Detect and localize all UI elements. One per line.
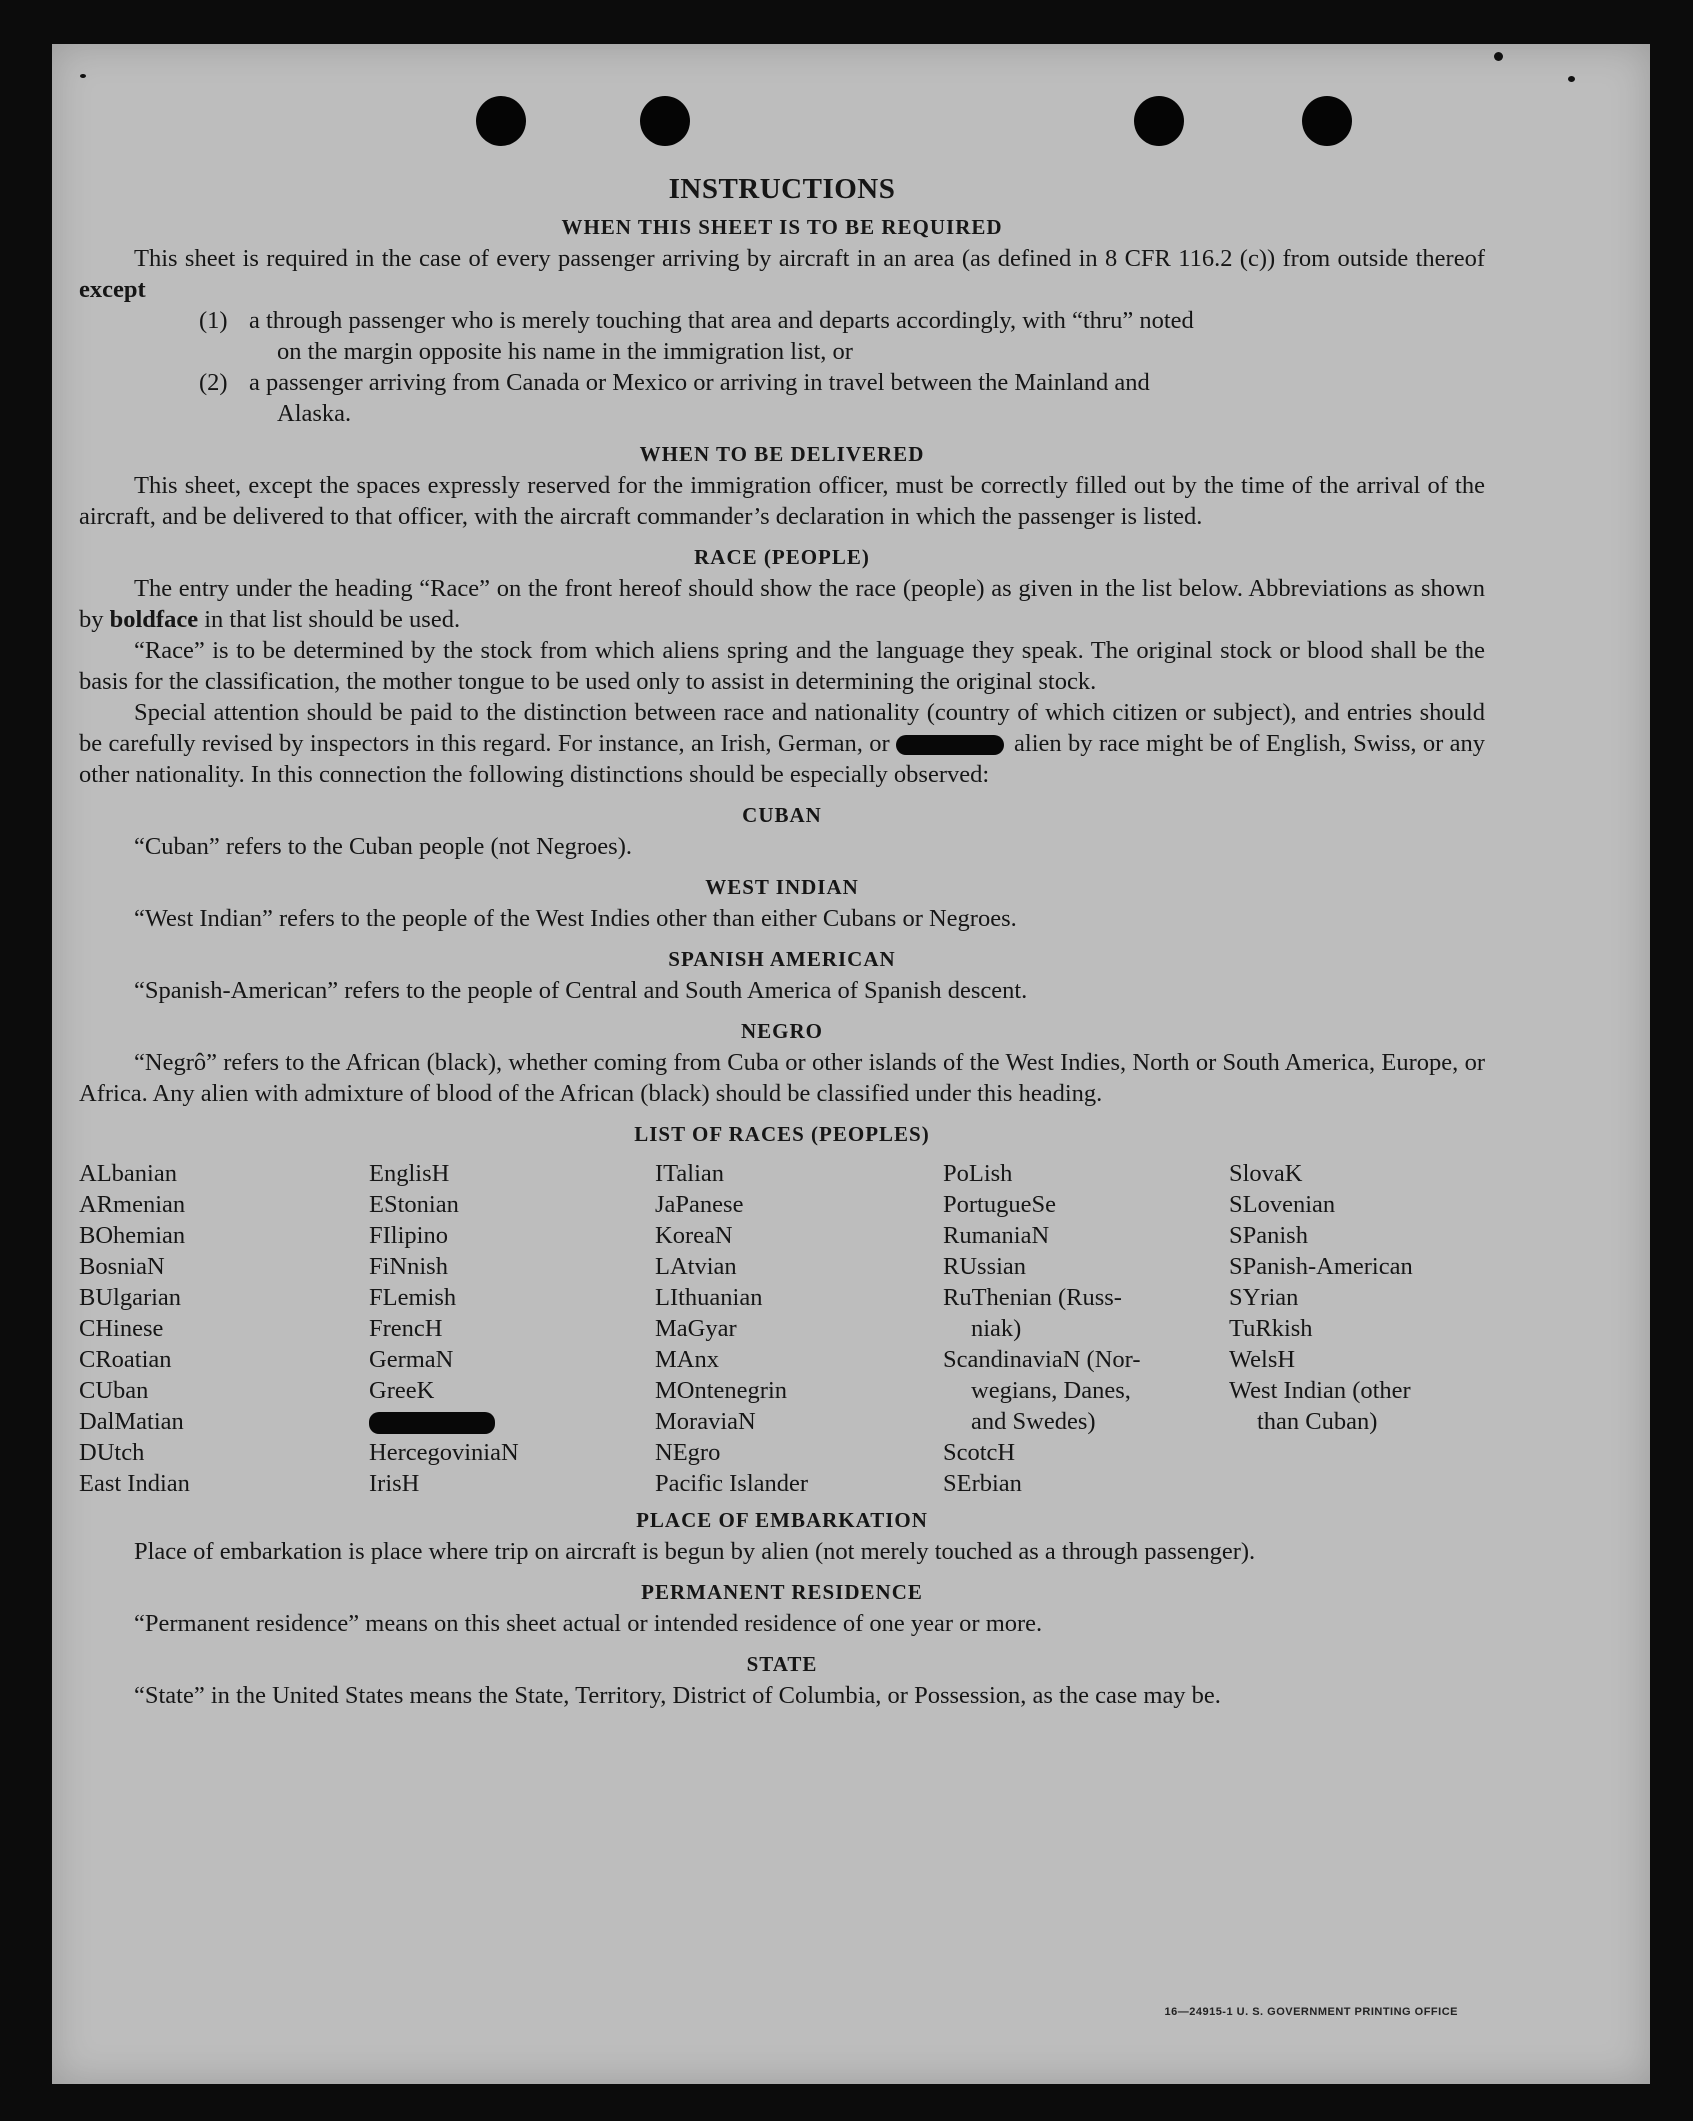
race-entry: SPanish	[1229, 1222, 1308, 1249]
section-heading-west-indian: WEST INDIAN	[705, 875, 859, 899]
race-entry: ARmenian	[79, 1191, 186, 1218]
section-heading-spanish-american: SPANISH AMERICAN	[668, 947, 896, 971]
race-entry: ALbanian	[79, 1160, 177, 1187]
race-entry: LAtvian	[655, 1253, 737, 1280]
race-entry: DUtch	[79, 1439, 145, 1466]
race-entry: HercegoviniaN	[369, 1439, 519, 1466]
document-sheet	[52, 44, 1650, 2084]
race-entry: FiNnish	[369, 1253, 448, 1280]
page-title: INSTRUCTIONS	[668, 173, 896, 205]
item-number: (1)	[199, 307, 228, 334]
race-entry-continued: niak)	[971, 1315, 1022, 1342]
punch-hole	[1134, 96, 1184, 146]
race-entry: ScandinaviaN (Nor-	[943, 1346, 1141, 1373]
race-entry: BosniaN	[79, 1253, 165, 1280]
race-entry-continued: and Swedes)	[971, 1408, 1096, 1435]
race-entry: FIlipino	[369, 1222, 448, 1249]
race-entry: Pacific Islander	[655, 1470, 809, 1497]
exception-item-2: (2) a passenger arriving from Canada or Mexico or arriving in travel between the Mainland and Alaska.	[199, 369, 1150, 427]
scan-speck	[1568, 76, 1575, 82]
race-entry: WelsH	[1229, 1346, 1296, 1373]
race-paragraph-3: Special attention should be paid to the distinction between race and nationality (country of which citizen or subject), and entries should be carefully revised by inspectors in this regard. For instance, an Irish, German, or alien by race might be of English, Swiss, or any other nationality. In this connection the following distinctions should be especially observed:	[79, 699, 1486, 788]
race-paragraph-1: The entry under the heading “Race” on the front hereof should show the race (people) as given in the list below. Abbreviations as shown by boldface in that list should be used.	[79, 575, 1485, 633]
race-column-3	[655, 1158, 943, 1499]
race-entry: East Indian	[79, 1470, 190, 1497]
race-column-5	[1229, 1158, 1485, 1499]
scan-speck	[80, 74, 86, 78]
required-intro: This sheet is required in the case of every passenger arriving by aircraft in an area (as defined in 8 CFR 116.2 (c)) from outside thereof except	[79, 245, 1485, 303]
section-heading-cuban: CUBAN	[742, 803, 822, 827]
race-entry: CRoatian	[79, 1346, 172, 1373]
race-entry: LIthuanian	[655, 1284, 763, 1311]
race-entry: SlovaK	[1229, 1160, 1303, 1187]
race-entry: RUssian	[943, 1253, 1027, 1280]
race-entry: West Indian (other	[1229, 1377, 1411, 1404]
race-entry: MoraviaN	[655, 1408, 756, 1435]
race-entry-continued: than Cuban)	[1257, 1408, 1378, 1435]
race-entry: SErbian	[943, 1470, 1022, 1497]
race-entry: CUban	[79, 1377, 149, 1404]
race-entry: ScotcH	[943, 1439, 1016, 1466]
redaction-mark	[369, 1412, 495, 1434]
section-heading-state: STATE	[746, 1652, 818, 1676]
negro-text: “Negrô” refers to the African (black), whether coming from Cuba or other islands of the West Indies, North or South America, Europe, or Africa. Any alien with admixture of blood of the African (black) should be classified under this heading.	[79, 1049, 1485, 1107]
race-entry: DalMatian	[79, 1408, 184, 1435]
delivered-text: This sheet, except the spaces expressly reserved for the immigration officer, must be correctly filled out by the time of the arrival of the aircraft, and be delivered to that officer, with the aircraft commander’s declaration in which the passenger is listed.	[79, 472, 1485, 530]
west-indian-text: “West Indian” refers to the people of the West Indies other than either Cubans or Negroes.	[134, 905, 1017, 932]
redaction-mark	[896, 735, 1004, 755]
race-entry: NEgro	[655, 1439, 721, 1466]
race-paragraph-2: “Race” is to be determined by the stock from which aliens spring and the language they speak. The original stock or blood shall be the basis for the classification, the mother tongue to be used only to assist in determining the original stock.	[79, 637, 1485, 695]
embarkation-text: Place of embarkation is place where trip on aircraft is begun by alien (not merely touched as a through passenger).	[134, 1538, 1256, 1565]
printing-office-imprint: 16—24915-1 U. S. GOVERNMENT PRINTING OFFICE	[1164, 2006, 1458, 2018]
race-entry: GreeK	[369, 1377, 435, 1404]
race-entry-continued: wegians, Danes,	[971, 1377, 1131, 1404]
section-heading-required: WHEN THIS SHEET IS TO BE REQUIRED	[561, 215, 1003, 239]
race-entry: PoLish	[943, 1160, 1013, 1187]
race-entry: FrencH	[369, 1315, 443, 1342]
punch-hole	[1302, 96, 1352, 146]
race-column-2	[369, 1158, 655, 1499]
race-column-4	[943, 1158, 1229, 1499]
except-bold: except	[79, 276, 146, 303]
punch-hole	[640, 96, 690, 146]
race-entry: FLemish	[369, 1284, 457, 1311]
race-entry: BUlgarian	[79, 1284, 182, 1311]
race-entry: KoreaN	[655, 1222, 733, 1249]
race-entry: GermaN	[369, 1346, 454, 1373]
race-entry: RuThenian (Russ-	[943, 1284, 1122, 1311]
race-entry: MAnx	[655, 1346, 719, 1373]
race-entry: PortugueSe	[943, 1191, 1056, 1218]
race-entry: MaGyar	[655, 1315, 737, 1342]
race-entry: IrisH	[369, 1470, 420, 1497]
race-entry: ITalian	[655, 1160, 725, 1187]
item-number: (2)	[199, 369, 228, 396]
race-entry: RumaniaN	[943, 1222, 1050, 1249]
instructions-body	[79, 172, 1485, 1711]
race-entry: CHinese	[79, 1315, 164, 1342]
residence-text: “Permanent residence” means on this sheet actual or intended residence of one year or more.	[134, 1610, 1043, 1637]
race-entry-redacted	[369, 1406, 655, 1437]
section-heading-race: RACE (PEOPLE)	[694, 545, 870, 569]
scan-speck	[1494, 52, 1503, 61]
section-heading-negro: NEGRO	[740, 1019, 823, 1043]
state-text: “State” in the United States means the State, Territory, District of Columbia, or Possession, as the case may be.	[134, 1682, 1221, 1709]
race-entry: SYrian	[1229, 1284, 1299, 1311]
race-entry: JaPanese	[655, 1191, 744, 1218]
punch-hole	[476, 96, 526, 146]
exception-item-1: (1) a through passenger who is merely touching that area and departs accordingly, with “thru” noted on the margin opposite his name in the immigration list, or	[199, 307, 1194, 365]
race-entry: TuRkish	[1229, 1315, 1313, 1342]
race-entry: MOntenegrin	[655, 1377, 787, 1404]
section-heading-race-list: LIST OF RACES (PEOPLES)	[634, 1122, 930, 1146]
spanish-american-text: “Spanish-American” refers to the people of Central and South America of Spanish descent.	[134, 977, 1028, 1004]
section-heading-delivered: WHEN TO BE DELIVERED	[639, 442, 925, 466]
race-entry: SLovenian	[1229, 1191, 1336, 1218]
section-heading-embarkation: PLACE OF EMBARKATION	[636, 1508, 928, 1532]
cuban-text: “Cuban” refers to the Cuban people (not Negroes).	[134, 833, 632, 860]
race-entry: BOhemian	[79, 1222, 186, 1249]
race-entry: EStonian	[369, 1191, 459, 1218]
race-entry: EnglisH	[369, 1160, 450, 1187]
race-column-1	[79, 1158, 369, 1499]
section-heading-residence: PERMANENT RESIDENCE	[641, 1580, 923, 1604]
race-entry: SPanish-American	[1229, 1253, 1413, 1280]
race-list	[79, 1158, 1485, 1499]
